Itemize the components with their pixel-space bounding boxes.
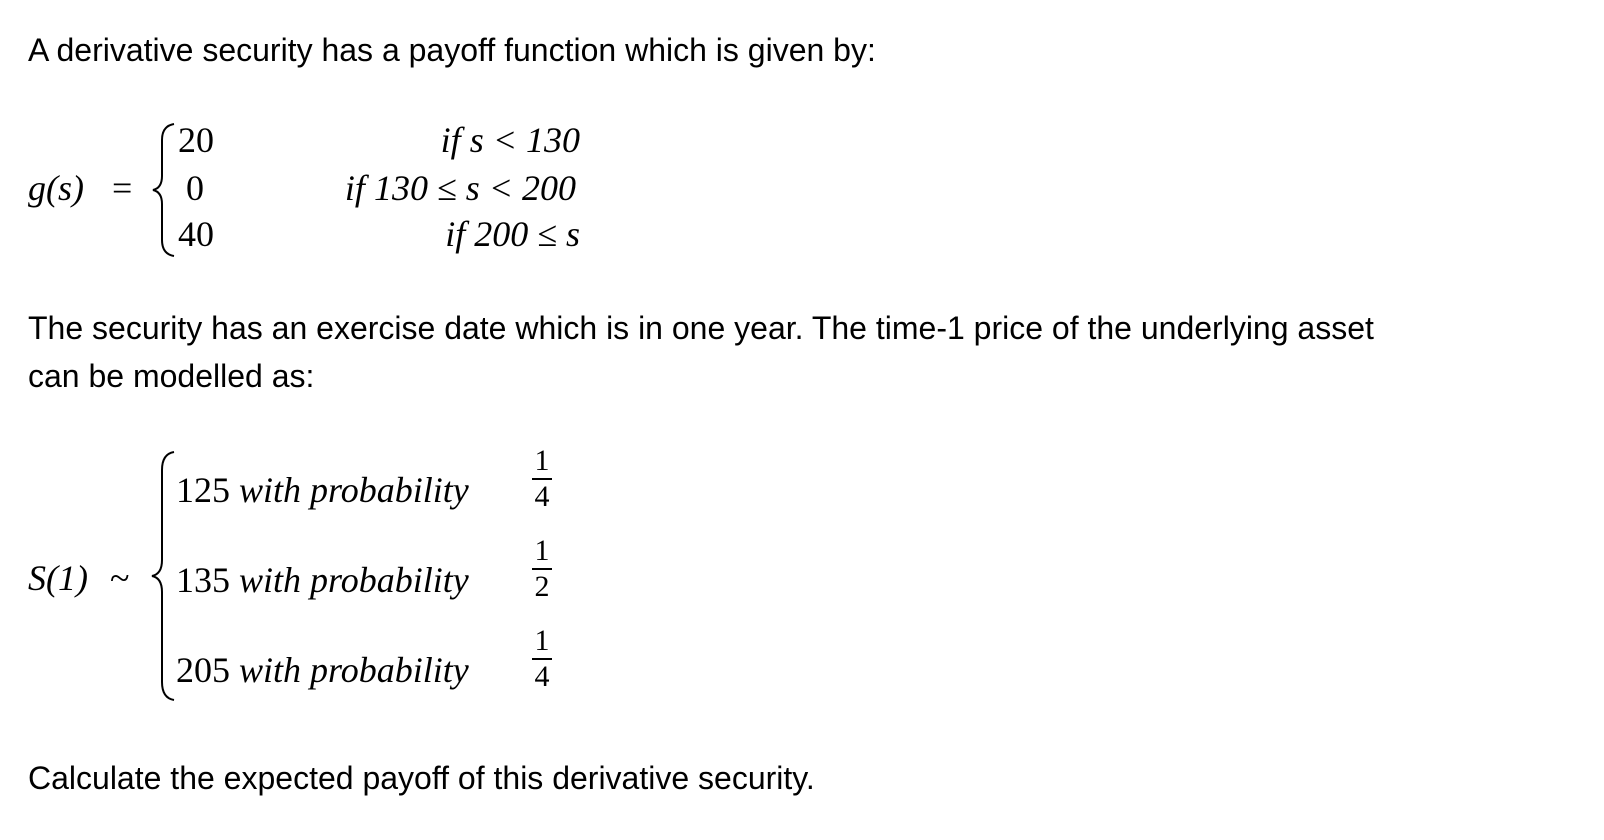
fraction-3: $\frac{1}{4}$ bbox=[532, 624, 552, 694]
payoff-case-value-3: 40 bbox=[178, 214, 214, 254]
question-text: Calculate the expected payoff of this derivative security. bbox=[28, 760, 815, 796]
paragraph-line-1: The security has an exercise date which is in one year. The time-1 price of the underlying asset bbox=[28, 310, 1374, 346]
intro-text: A derivative security has a payoff function which is given by: bbox=[28, 32, 876, 68]
paragraph-line-2: can be modelled as: bbox=[28, 358, 315, 394]
distribution-row-1: 125 with probability bbox=[176, 470, 469, 510]
fraction-1: $\frac{1}{4}$ bbox=[532, 444, 552, 514]
payoff-brace-icon bbox=[150, 120, 180, 260]
payoff-case-value-2: 0 bbox=[186, 168, 204, 208]
payoff-case-condition-2: if 130 ≤ s < 200 bbox=[344, 168, 576, 208]
payoff-case-condition-3: if 200 ≤ s bbox=[445, 214, 580, 254]
payoff-case-condition-1: if s < 130 bbox=[440, 120, 580, 160]
distribution-lhs: S(1) bbox=[28, 558, 88, 598]
fraction-2: $\frac{1}{2}$ bbox=[532, 534, 552, 604]
distribution-row-3: 205 with probability bbox=[176, 650, 469, 690]
payoff-equals: = bbox=[112, 168, 133, 208]
payoff-case-value-1: 20 bbox=[178, 120, 214, 160]
distribution-row-2: 135 with probability bbox=[176, 560, 469, 600]
payoff-lhs: g(s) bbox=[28, 168, 84, 208]
distribution-sim: ~ bbox=[110, 558, 130, 598]
